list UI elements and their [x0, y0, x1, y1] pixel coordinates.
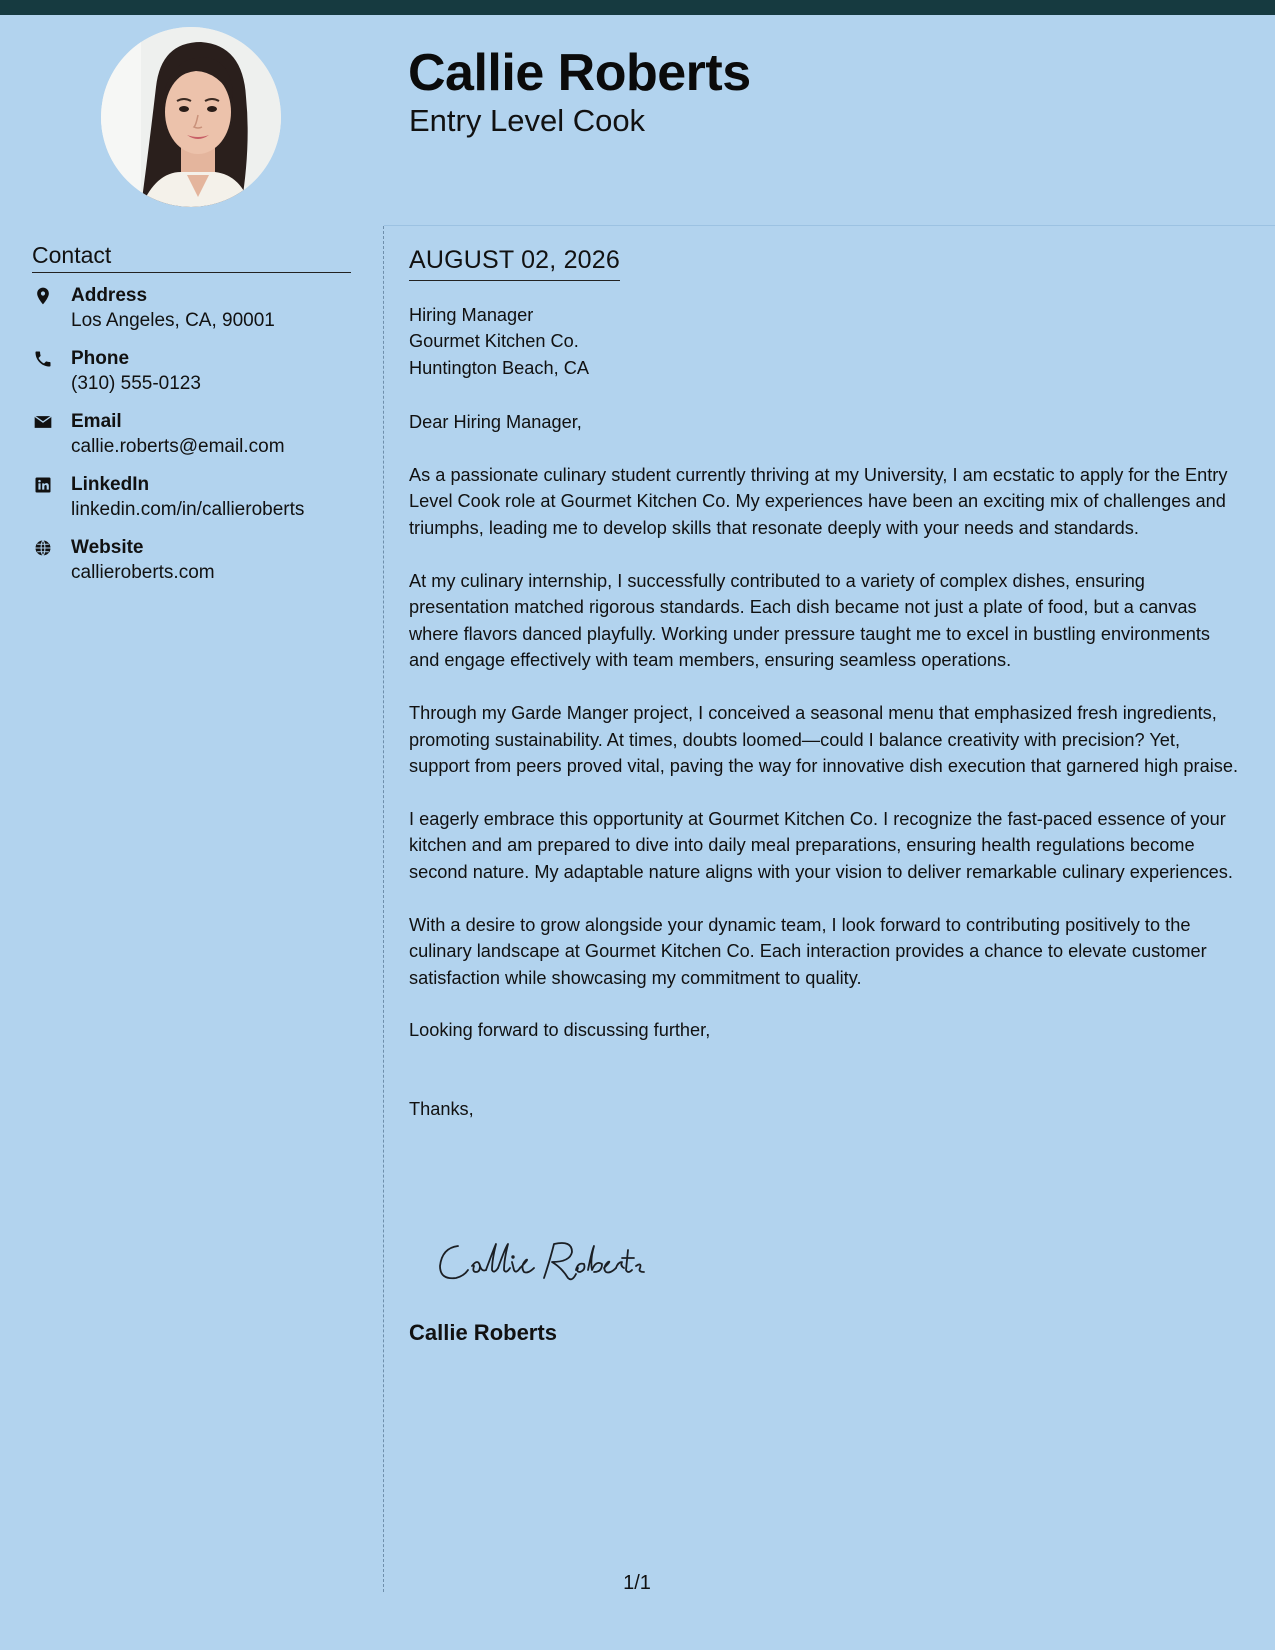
column-divider	[383, 226, 384, 1592]
contact-value[interactable]: callie.roberts@email.com	[71, 436, 285, 457]
contact-list	[32, 284, 362, 599]
header-divider	[384, 225, 1275, 226]
recipient-line: Hiring Manager	[409, 305, 534, 325]
letter-paragraph: As a passionate culinary student currently thriving at my University, I am ecstatic to apply for the Entry Level Cook role at Gourmet Kitchen Co. My experiences have been an exciting mix of challenges and triumphs, leading me to develop skills that resonate deeply with your needs and standards.	[409, 465, 1228, 538]
letter-date: AUGUST 02, 2026	[409, 244, 620, 281]
top-accent-bar	[0, 0, 1275, 15]
contact-item-website	[32, 536, 362, 599]
applicant-name: Callie Roberts	[408, 44, 751, 102]
letter-paragraph: At my culinary internship, I successfully contributed to a variety of complex dishes, ensuring presentation matched rigorous standards. Each dish became not just a plate of food, but a canvas where flavors danced playfully. Working under pressure taught me to excel in bustling environments and engage effectively with team members, ensuring seamless operations.	[409, 571, 1211, 670]
contact-item-phone	[32, 347, 362, 410]
page-number: 1/1	[623, 1572, 651, 1594]
recipient-block	[409, 302, 1244, 381]
map-pin-icon	[32, 286, 54, 308]
signer-name: Callie Roberts	[409, 1320, 557, 1345]
globe-icon	[32, 538, 54, 560]
profile-photo	[101, 27, 281, 207]
contact-heading: Contact	[32, 240, 351, 273]
phone-icon	[32, 349, 54, 371]
contact-value[interactable]: callieroberts.com	[71, 562, 215, 583]
signoff: Thanks,	[409, 1099, 474, 1120]
job-title: Entry Level Cook	[409, 103, 646, 138]
contact-label: Phone	[71, 348, 130, 369]
contact-item-email	[32, 410, 362, 473]
letter-paragraph: With a desire to grow alongside your dynamic team, I look forward to contributing positively to the culinary landscape at Gourmet Kitchen Co. Each interaction provides a chance to elevate customer satisfaction while showcasing my commitment to quality.	[409, 915, 1207, 988]
closing-line: Looking forward to discussing further,	[409, 1019, 711, 1040]
contact-item-address	[32, 284, 362, 347]
contact-label: Website	[71, 537, 144, 558]
letter-body	[409, 302, 1244, 1123]
salutation: Dear Hiring Manager,	[409, 411, 582, 432]
contact-label: Email	[71, 411, 122, 432]
linkedin-icon	[32, 475, 54, 497]
letter-paragraph: I eagerly embrace this opportunity at Gourmet Kitchen Co. I recognize the fast-paced essence of your kitchen and am prepared to dive into daily meal preparations, ensuring health regulations become second nature. My adaptable nature aligns with your vision to deliver remarkable culinary experiences.	[409, 809, 1233, 882]
recipient-line: Huntington Beach, CA	[409, 357, 589, 378]
contact-value: (310) 555-0123	[71, 373, 201, 394]
envelope-icon	[32, 412, 54, 434]
contact-value[interactable]: linkedin.com/in/callieroberts	[71, 499, 305, 520]
contact-label: LinkedIn	[71, 474, 150, 495]
contact-value: Los Angeles, CA, 90001	[71, 310, 275, 331]
handwritten-signature	[432, 1230, 652, 1290]
contact-item-linkedin	[32, 473, 362, 536]
letter-paragraph: Through my Garde Manger project, I conceived a seasonal menu that emphasized fresh ingredients, promoting sustainability. At times, doubts loomed—could I balance creativity with precision? Yet, support from peers proved vital, paving the way for innovative dish execution that garnered high praise.	[409, 703, 1239, 776]
recipient-line: Gourmet Kitchen Co.	[409, 331, 579, 352]
contact-label: Address	[71, 285, 148, 306]
